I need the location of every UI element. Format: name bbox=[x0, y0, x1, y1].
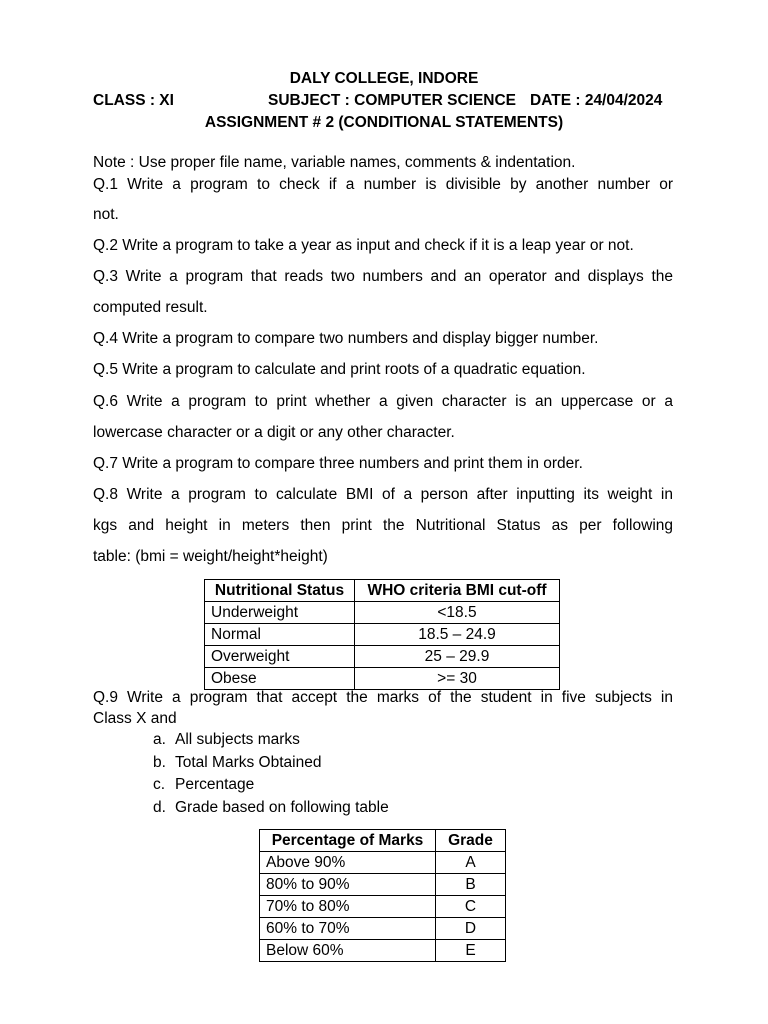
table-header-cell: Nutritional Status bbox=[205, 580, 355, 602]
question-6-line-1: Q.6 Write a program to print whether a given character is an uppercase or a bbox=[93, 393, 673, 410]
table-cell: 80% to 90% bbox=[260, 874, 436, 896]
table-cell: Below 60% bbox=[260, 940, 436, 962]
table-header-cell: Grade bbox=[436, 830, 506, 852]
list-item bbox=[153, 776, 254, 794]
subject-label: SUBJECT : COMPUTER SCIENCE bbox=[268, 92, 517, 109]
table-header-row bbox=[205, 580, 560, 602]
list-item-text: Percentage bbox=[175, 776, 255, 793]
question-2: Q.2 Write a program to take a year as input and check if it is a leap year or not. bbox=[93, 237, 634, 254]
question-9-line-2: Class X and bbox=[93, 710, 177, 727]
table-cell: Normal bbox=[205, 624, 355, 646]
assignment-title: ASSIGNMENT # 2 (CONDITIONAL STATEMENTS) bbox=[204, 114, 564, 131]
table-cell: 25 – 29.9 bbox=[355, 646, 560, 668]
question-4: Q.4 Write a program to compare two numbers and display bigger number. bbox=[93, 330, 599, 347]
question-3-line-1: Q.3 Write a program that reads two numbers and an operator and displays the bbox=[93, 268, 673, 285]
list-item-marker: c. bbox=[153, 776, 166, 793]
table-row bbox=[205, 668, 560, 690]
table-cell: Underweight bbox=[205, 602, 355, 624]
list-item-marker: a. bbox=[153, 731, 166, 748]
list-item-marker: d. bbox=[153, 799, 166, 816]
list-item-text: Grade based on following table bbox=[175, 799, 389, 816]
table-cell: 18.5 – 24.9 bbox=[355, 624, 560, 646]
table-cell: Above 90% bbox=[260, 852, 436, 874]
class-label: CLASS : XI bbox=[93, 92, 174, 109]
table-cell: 60% to 70% bbox=[260, 918, 436, 940]
table-row bbox=[260, 940, 506, 962]
table-row bbox=[260, 874, 506, 896]
table-row bbox=[205, 646, 560, 668]
table-cell: C bbox=[436, 896, 506, 918]
table-cell: B bbox=[436, 874, 506, 896]
table-header-row bbox=[260, 830, 506, 852]
question-5: Q.5 Write a program to calculate and print roots of a quadratic equation. bbox=[93, 361, 586, 378]
table-row bbox=[205, 624, 560, 646]
question-9-line-1: Q.9 Write a program that accept the marks of the student in five subjects in bbox=[93, 689, 673, 706]
question-3-line-2: computed result. bbox=[93, 299, 208, 316]
bmi-table bbox=[204, 579, 560, 690]
question-1-line-1: Q.1 Write a program to check if a number is divisible by another number or bbox=[93, 176, 673, 193]
table-cell: Overweight bbox=[205, 646, 355, 668]
list-item bbox=[153, 731, 300, 749]
table-cell: E bbox=[436, 940, 506, 962]
table-header-cell: WHO criteria BMI cut-off bbox=[355, 580, 560, 602]
question-6-line-2: lowercase character or a digit or any other character. bbox=[93, 424, 455, 441]
list-item bbox=[153, 754, 321, 772]
table-cell: Obese bbox=[205, 668, 355, 690]
table-cell: 70% to 80% bbox=[260, 896, 436, 918]
question-7: Q.7 Write a program to compare three numbers and print them in order. bbox=[93, 455, 583, 472]
note-text: Note : Use proper file name, variable names, comments & indentation. bbox=[93, 154, 576, 171]
list-item-text: All subjects marks bbox=[175, 731, 300, 748]
table-cell: D bbox=[436, 918, 506, 940]
list-item-text: Total Marks Obtained bbox=[175, 754, 322, 771]
table-header-cell: Percentage of Marks bbox=[260, 830, 436, 852]
list-item bbox=[153, 799, 389, 817]
table-cell: <18.5 bbox=[355, 602, 560, 624]
table-cell: >= 30 bbox=[355, 668, 560, 690]
list-item-marker: b. bbox=[153, 754, 166, 771]
question-8-line-1: Q.8 Write a program to calculate BMI of a person after inputting its weight in bbox=[93, 486, 673, 503]
table-row bbox=[260, 896, 506, 918]
table-row bbox=[205, 602, 560, 624]
question-8-line-2: kgs and height in meters then print the Nutritional Status as per following bbox=[93, 517, 673, 534]
question-1-line-2: not. bbox=[93, 206, 119, 223]
grade-table bbox=[259, 829, 506, 962]
college-name: DALY COLLEGE, INDORE bbox=[289, 70, 479, 87]
table-row bbox=[260, 918, 506, 940]
table-cell: A bbox=[436, 852, 506, 874]
date-label: DATE : 24/04/2024 bbox=[530, 92, 663, 109]
question-8-line-3: table: (bmi = weight/height*height) bbox=[93, 548, 328, 565]
table-row bbox=[260, 852, 506, 874]
